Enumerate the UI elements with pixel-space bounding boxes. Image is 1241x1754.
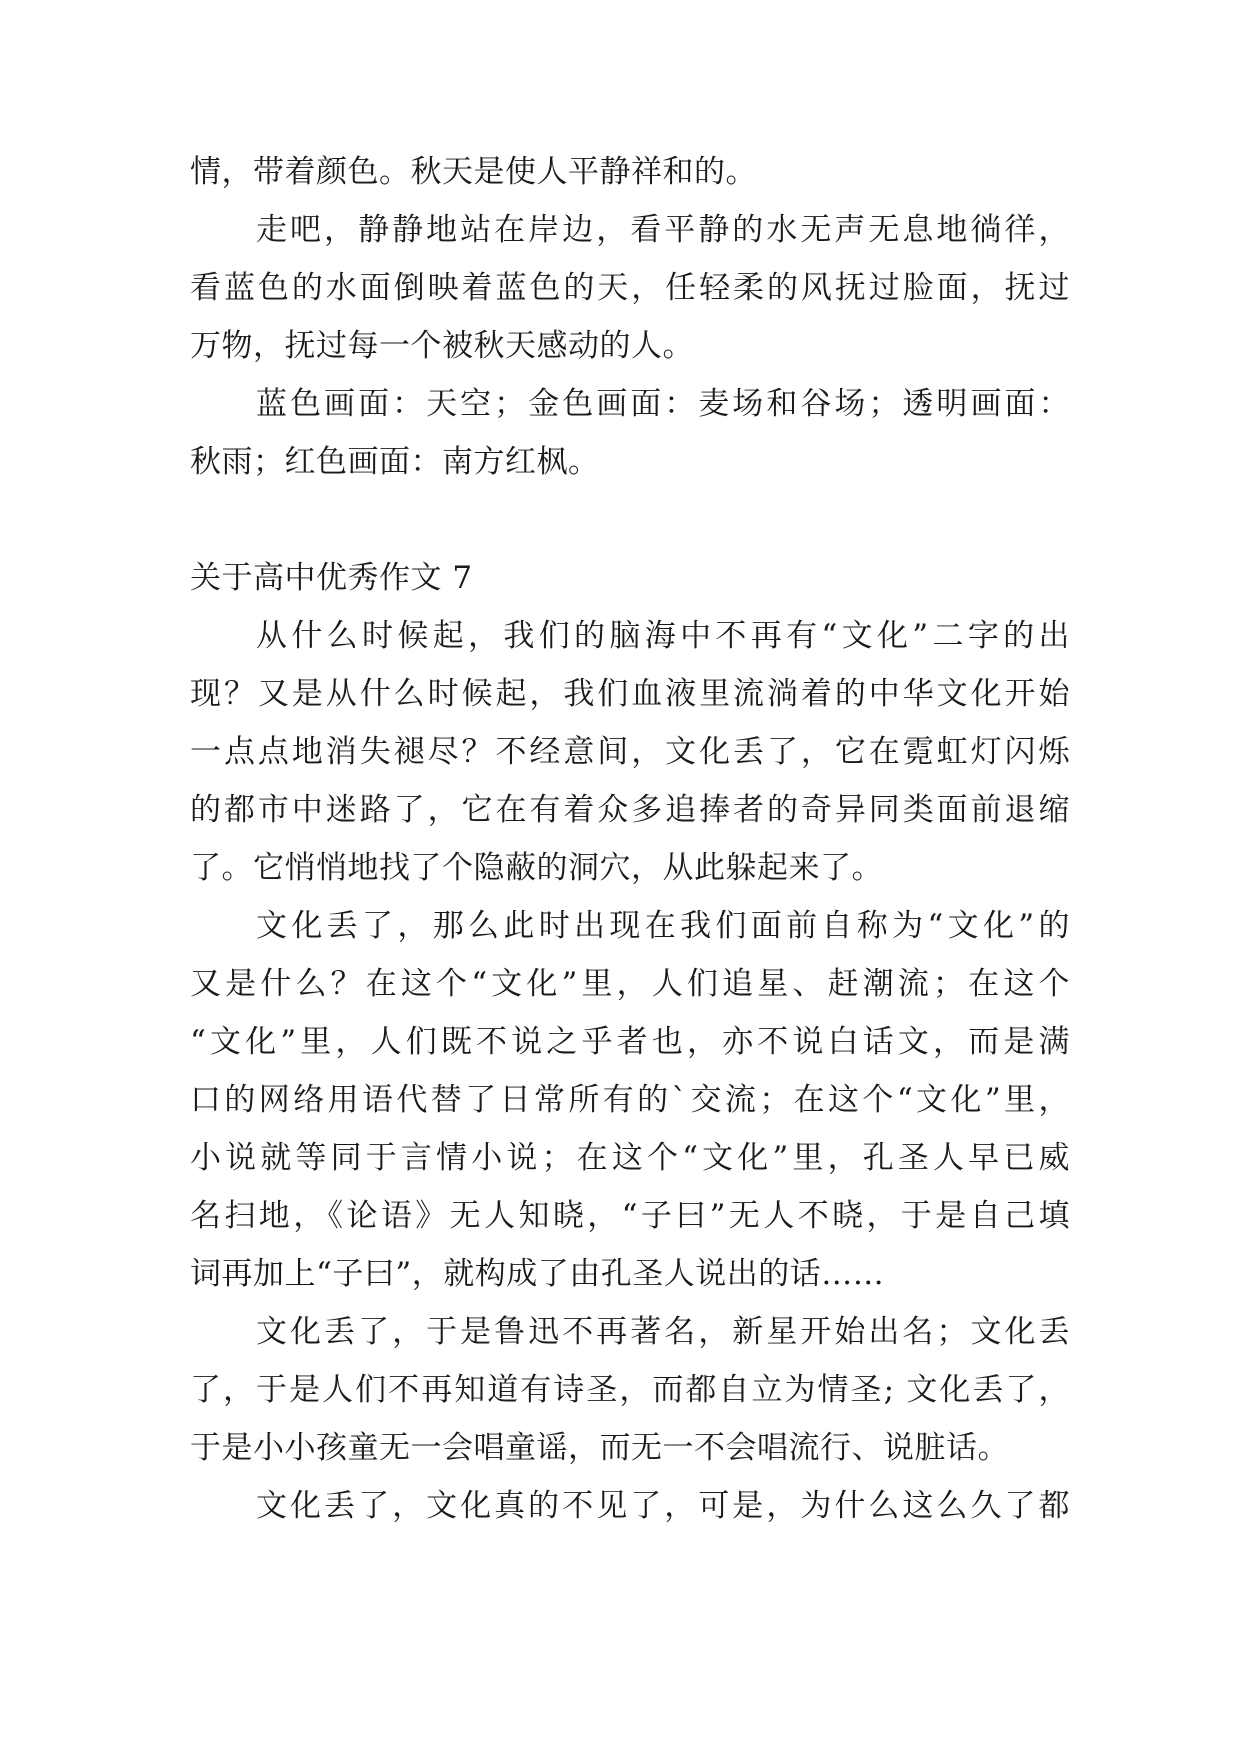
paragraph-first-line: 文化丢了，于是鲁迅不再著名，新星开始出名；文化丢	[256, 1314, 1070, 1350]
paragraph-first-line: 文化丢了，文化真的不见了，可是，为什么这么久了都	[256, 1488, 1070, 1524]
text-line: 口的网络用语代替了日常所有的`交流；在这个“文化”里，	[190, 1082, 1070, 1118]
paragraph-first-line: 蓝色画面：天空；金色画面：麦场和谷场；透明画面：	[256, 386, 1070, 422]
paragraph-first-line: 文化丢了，那么此时出现在我们面前自称为“文化”的	[256, 908, 1070, 944]
text-line: 词再加上“子曰”，就构成了由孔圣人说出的话……	[190, 1256, 885, 1292]
section-heading: 关于高中优秀作文 7	[190, 560, 473, 596]
paragraph-first-line: 走吧，静静地站在岸边，看平静的水无声无息地徜徉，	[256, 212, 1070, 248]
text-line: 的都市中迷路了，它在有着众多追捧者的奇异同类面前退缩	[190, 792, 1070, 828]
text-line: 小说就等同于言情小说；在这个“文化”里，孔圣人早已威	[190, 1140, 1070, 1176]
text-line: 了，于是人们不再知道有诗圣，而都自立为情圣; 文化丢了，	[190, 1372, 1070, 1408]
text-line: 秋雨；红色画面：南方红枫。	[190, 444, 600, 480]
text-line: 一点点地消失褪尽？不经意间，文化丢了，它在霓虹灯闪烁	[190, 734, 1070, 770]
text-line: 了。它悄悄地找了个隐蔽的洞穴，从此躲起来了。	[190, 850, 883, 886]
text-line: “文化”里，人们既不说之乎者也，亦不说白话文，而是满	[190, 1024, 1070, 1060]
text-line: 又是什么？在这个“文化”里，人们追星、赶潮流；在这个	[190, 966, 1070, 1002]
text-line: 名扫地，《论语》无人知晓，“子曰”无人不晓，于是自己填	[190, 1198, 1070, 1234]
text-line: 看蓝色的水面倒映着蓝色的天，任轻柔的风抚过脸面，抚过	[190, 270, 1070, 306]
text-line: 万物，抚过每一个被秋天感动的人。	[190, 328, 694, 364]
text-line: 现？又是从什么时候起，我们血液里流淌着的中华文化开始	[190, 676, 1070, 712]
paragraph-first-line: 从什么时候起，我们的脑海中不再有“文化”二字的出	[256, 618, 1070, 654]
text-line: 于是小小孩童无一会唱童谣，而无一不会唱流行、说脏话。	[190, 1430, 1009, 1466]
text-line: 情，带着颜色。秋天是使人平静祥和的。	[190, 154, 757, 190]
